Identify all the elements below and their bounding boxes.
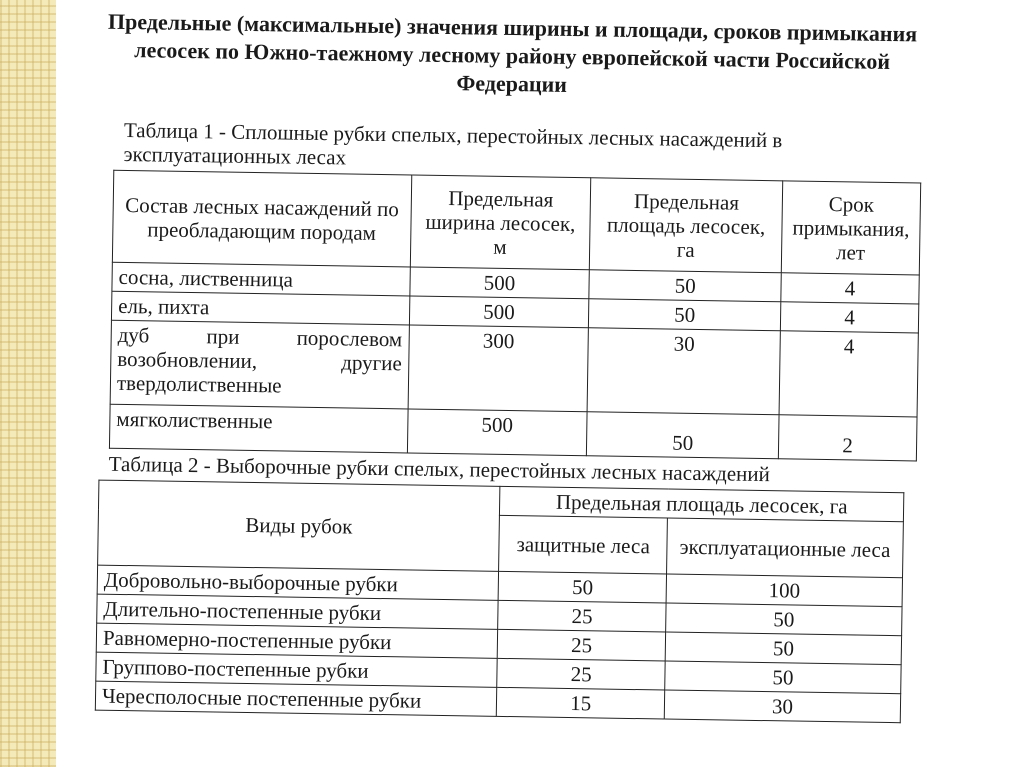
- table2-cell: Добровольно-выборочные рубки: [97, 565, 499, 600]
- table1-cell: 300: [408, 325, 589, 412]
- table1-cell: 4: [781, 273, 919, 304]
- table1-cell: 4: [780, 302, 918, 333]
- table2-cell: Длительно-постепенные рубки: [97, 594, 499, 629]
- table1-header-cell: Предельная ширина лесосек, м: [410, 175, 591, 270]
- table1-cell: дуб при порослевом возобновлении, другие твердолиственные: [110, 320, 409, 409]
- table2-cell: 25: [498, 629, 666, 661]
- table1-cell: 30: [587, 328, 780, 415]
- table1-cell: 500: [409, 267, 589, 299]
- table2-caption: Таблица 2 - Выборочные рубки спелых, перестойных лесных насаждений: [108, 451, 771, 487]
- document-title: Предельные (максимальные) значения ширины и площади, сроков примыкания лесосек по Южно-таежному лесному району европейской части Российской Федерации: [107, 8, 918, 97]
- table1-cell: 500: [407, 409, 587, 456]
- document-sheet: [86, 2, 928, 767]
- table2-cell: 50: [498, 571, 666, 603]
- table1-caption: Таблица 1 - Сплошные рубки спелых, перестойных лесных насаждений в эксплуатационных лесах: [123, 117, 783, 170]
- table2-header-protective: защитные леса: [499, 515, 668, 574]
- table2-cell: 25: [498, 600, 666, 632]
- table2-header-exploitation: эксплуатационные леса: [667, 518, 904, 578]
- table1-cell: 2: [778, 415, 917, 461]
- table2-header-area: Предельная площадь лесосек, га: [500, 486, 904, 521]
- table1-cell: 50: [589, 270, 781, 302]
- table2-cell: Чересполосные постепенные рубки: [95, 681, 497, 716]
- table1-cell: мягколиственные: [109, 404, 407, 453]
- table2-header-kind: Виды рубок: [98, 480, 501, 571]
- table1-header-cell: Срок примыкания, лет: [781, 181, 920, 275]
- table1-cell: сосна, лиственница: [112, 262, 410, 296]
- table2-cell: 50: [665, 661, 901, 694]
- table2-cell: Группово-постепенные рубки: [96, 652, 498, 687]
- table2-cell: Равномерно-постепенные рубки: [96, 623, 498, 658]
- decorative-side-stripe: [0, 0, 56, 767]
- table1-header-cell: Состав лесных насаждений по преобладающим породам: [112, 170, 411, 267]
- table2-cell: 25: [497, 658, 665, 690]
- table1-cell: 4: [779, 331, 918, 417]
- table2-cell: 15: [497, 687, 665, 719]
- table2-cell: 30: [664, 690, 900, 723]
- table1-cell: ель, пихта: [111, 291, 409, 325]
- table1: [109, 170, 921, 462]
- table2: [95, 480, 905, 724]
- table-row: [110, 320, 918, 417]
- table1-cell: 50: [589, 299, 781, 331]
- table1-header-cell: Предельная площадь лесосек, га: [590, 178, 783, 273]
- table2-cell: 100: [666, 574, 902, 607]
- table1-cell: 500: [409, 296, 589, 328]
- table1-cell: 50: [587, 412, 779, 459]
- table2-cell: 50: [666, 603, 902, 636]
- table2-cell: 50: [665, 632, 901, 665]
- table1-header-row: [112, 170, 920, 275]
